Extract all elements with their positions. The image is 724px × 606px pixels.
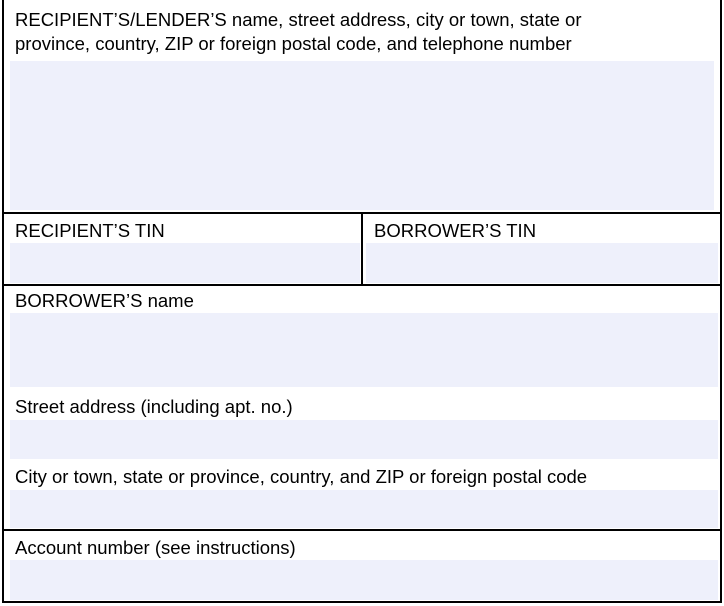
recipient-lender-label-line2: province, country, ZIP or foreign postal code, and telephone number <box>15 33 572 54</box>
lender-borrower-form <box>2 0 722 603</box>
borrower-tin-label: BORROWER’S TIN <box>374 220 537 241</box>
city-state-zip-field[interactable] <box>10 490 718 528</box>
recipient-tin-label: RECIPIENT’S TIN <box>15 220 165 241</box>
borrower-name-field[interactable] <box>10 313 718 387</box>
divider <box>4 529 720 531</box>
city-state-zip-label: City or town, state or province, country, and ZIP or foreign postal code <box>15 466 588 487</box>
street-address-field[interactable] <box>10 420 718 459</box>
borrower-name-label: BORROWER’S name <box>15 290 194 311</box>
recipient-lender-label-line1: RECIPIENT’S/LENDER’S name, street address, city or town, state or <box>15 9 582 30</box>
account-number-label: Account number (see instructions) <box>15 537 296 558</box>
street-address-label: Street address (including apt. no.) <box>15 396 293 417</box>
account-number-field[interactable] <box>10 560 718 600</box>
borrower-tin-field[interactable] <box>366 243 718 283</box>
divider <box>4 284 720 286</box>
recipient-tin-field[interactable] <box>10 243 360 283</box>
recipient-lender-field[interactable] <box>10 61 714 210</box>
divider <box>361 214 363 284</box>
